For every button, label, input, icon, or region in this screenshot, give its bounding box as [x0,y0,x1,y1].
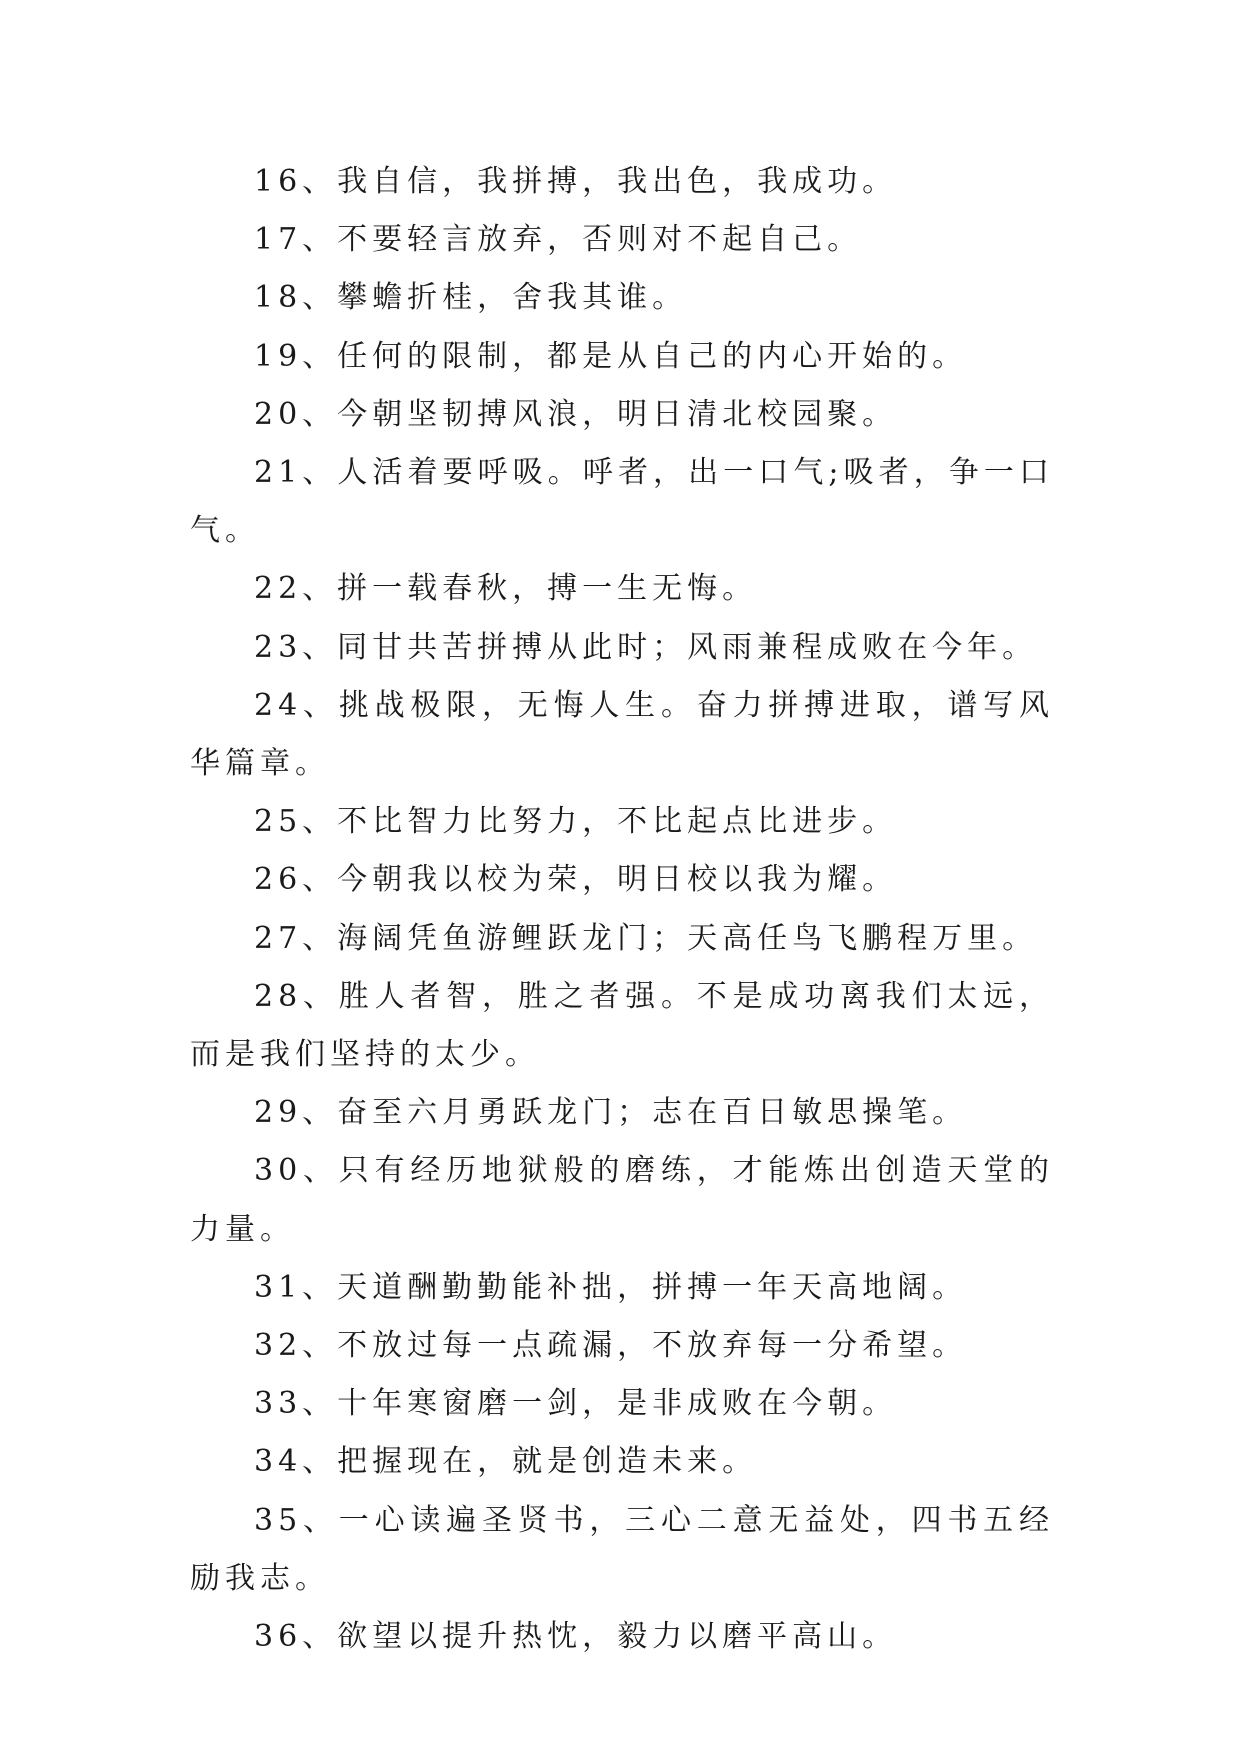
quote-item: 35、一心读遍圣贤书，三心二意无益处，四书五经励我志。 [190,1502,1054,1596]
quote-item: 26、今朝我以校为荣，明日校以我为耀。 [254,862,898,898]
quote-item: 31、天道酬勤勤能补拙，拼搏一年天高地阔。 [254,1269,968,1305]
quote-item: 28、胜人者智，胜之者强。不是成功离我们太远，而是我们坚持的太少。 [190,978,1054,1073]
quote-item: 25、不比智力比努力，不比起点比进步。 [254,804,898,840]
quote-item: 24、挑战极限，无悔人生。奋力拼搏进取，谱写风华篇章。 [190,687,1054,782]
quote-item: 21、人活着要呼吸。呼者，出一口气;吸者，争一口气。 [190,455,1054,549]
quote-item: 36、欲望以提升热忱，毅力以磨平高山。 [254,1619,898,1655]
quote-item: 30、只有经历地狱般的磨练，才能炼出创造天堂的力量。 [190,1153,1054,1247]
quote-item: 18、攀蟾折桂，舍我其谁。 [254,280,688,316]
quote-item: 22、拼一载春秋，搏一生无悔。 [254,571,758,607]
quote-item: 16、我自信，我拼搏，我出色，我成功。 [254,164,898,199]
quote-item: 27、海阔凭鱼游鲤跃龙门；天高任鸟飞鹏程万里。 [254,920,1038,956]
quote-item: 20、今朝坚韧搏风浪，明日清北校园聚。 [254,396,898,432]
quote-item: 33、十年寒窗磨一剑，是非成败在今朝。 [254,1386,898,1422]
quote-item: 17、不要轻言放弃，否则对不起自己。 [254,222,863,258]
quote-item: 34、把握现在，就是创造未来。 [254,1444,758,1480]
quote-item: 32、不放过每一点疏漏，不放弃每一分希望。 [254,1328,968,1364]
quote-item: 29、奋至六月勇跃龙门；志在百日敏思操笔。 [254,1095,968,1131]
quote-item: 19、任何的限制，都是从自己的内心开始的。 [254,338,968,374]
quote-item: 23、同甘共苦拼搏从此时；风雨兼程成败在今年。 [254,629,1038,665]
quote-list [190,153,1054,1666]
